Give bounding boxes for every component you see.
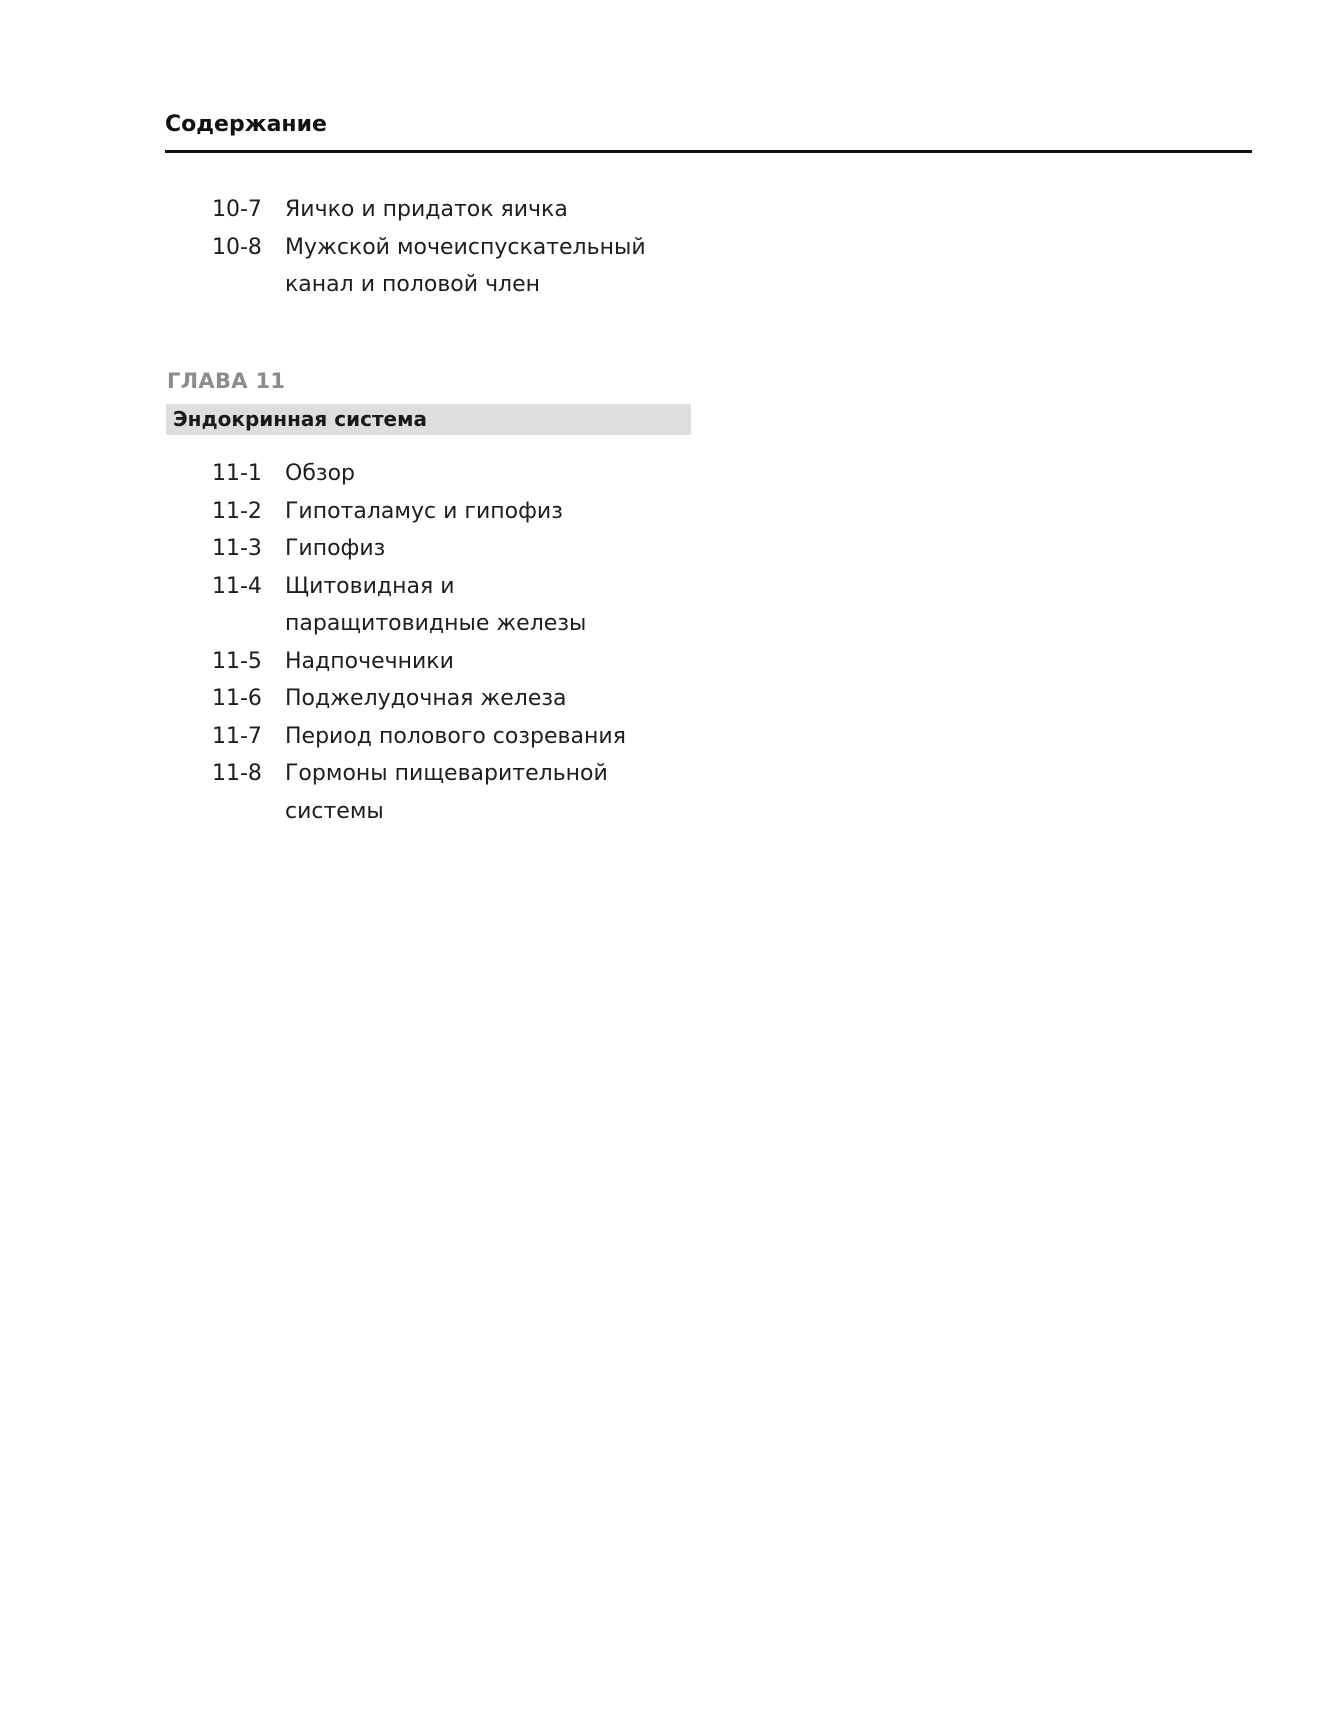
- toc-entry-title: Яичко и придаток яичка: [285, 197, 568, 222]
- toc-entry-title: Мужской мочеиспускательный канал и половой член: [285, 234, 646, 297]
- toc-entry-title: Надпочечники: [285, 648, 454, 674]
- toc-entry[interactable]: [212, 643, 705, 681]
- toc-entry-number: 10-8: [212, 234, 262, 260]
- toc-entry-number: 11-6: [212, 686, 262, 711]
- toc-entry-number: 10-7: [212, 197, 262, 222]
- toc-entry-number: 11-2: [212, 498, 262, 524]
- toc-entry-title: Обзор: [285, 461, 356, 486]
- toc-entry[interactable]: [212, 568, 705, 643]
- toc-entry[interactable]: [212, 755, 705, 830]
- toc-entry[interactable]: [212, 229, 705, 304]
- page-title: Содержание: [165, 112, 327, 137]
- toc-entry-number: 11-8: [212, 761, 262, 786]
- toc-entry-number: 11-4: [212, 573, 262, 599]
- toc-entry-title: Щитовидная и паращитовидные железы: [285, 573, 587, 636]
- toc-entry[interactable]: [212, 530, 705, 568]
- toc-entry-title: Гипофиз: [285, 536, 386, 561]
- toc-entry[interactable]: [212, 718, 705, 756]
- toc-entry-title: Поджелудочная железа: [285, 686, 567, 711]
- toc-entry-number: 11-7: [212, 723, 262, 749]
- chapter-label: ГЛАВА 11: [167, 369, 286, 393]
- toc-entry[interactable]: [212, 493, 705, 531]
- toc-list-chapter-10: [212, 191, 705, 304]
- toc-entry-title: Гормоны пищеварительной системы: [285, 761, 608, 824]
- chapter-title: Эндокринная система: [173, 407, 427, 431]
- toc-entry[interactable]: [212, 191, 705, 229]
- toc-entry-title: Период полового созревания: [285, 723, 626, 749]
- page-header: [165, 110, 1252, 153]
- toc-entry-number: 11-3: [212, 536, 262, 561]
- toc-entry-number: 11-5: [212, 648, 262, 674]
- header-divider: [165, 150, 1252, 153]
- toc-entry-title: Гипоталамус и гипофиз: [285, 498, 563, 524]
- chapter-title-bar: [166, 404, 691, 435]
- toc-entry[interactable]: [212, 680, 705, 718]
- toc-list-chapter-11: [212, 455, 705, 830]
- toc-entry-number: 11-1: [212, 461, 262, 486]
- toc-entry[interactable]: [212, 455, 705, 493]
